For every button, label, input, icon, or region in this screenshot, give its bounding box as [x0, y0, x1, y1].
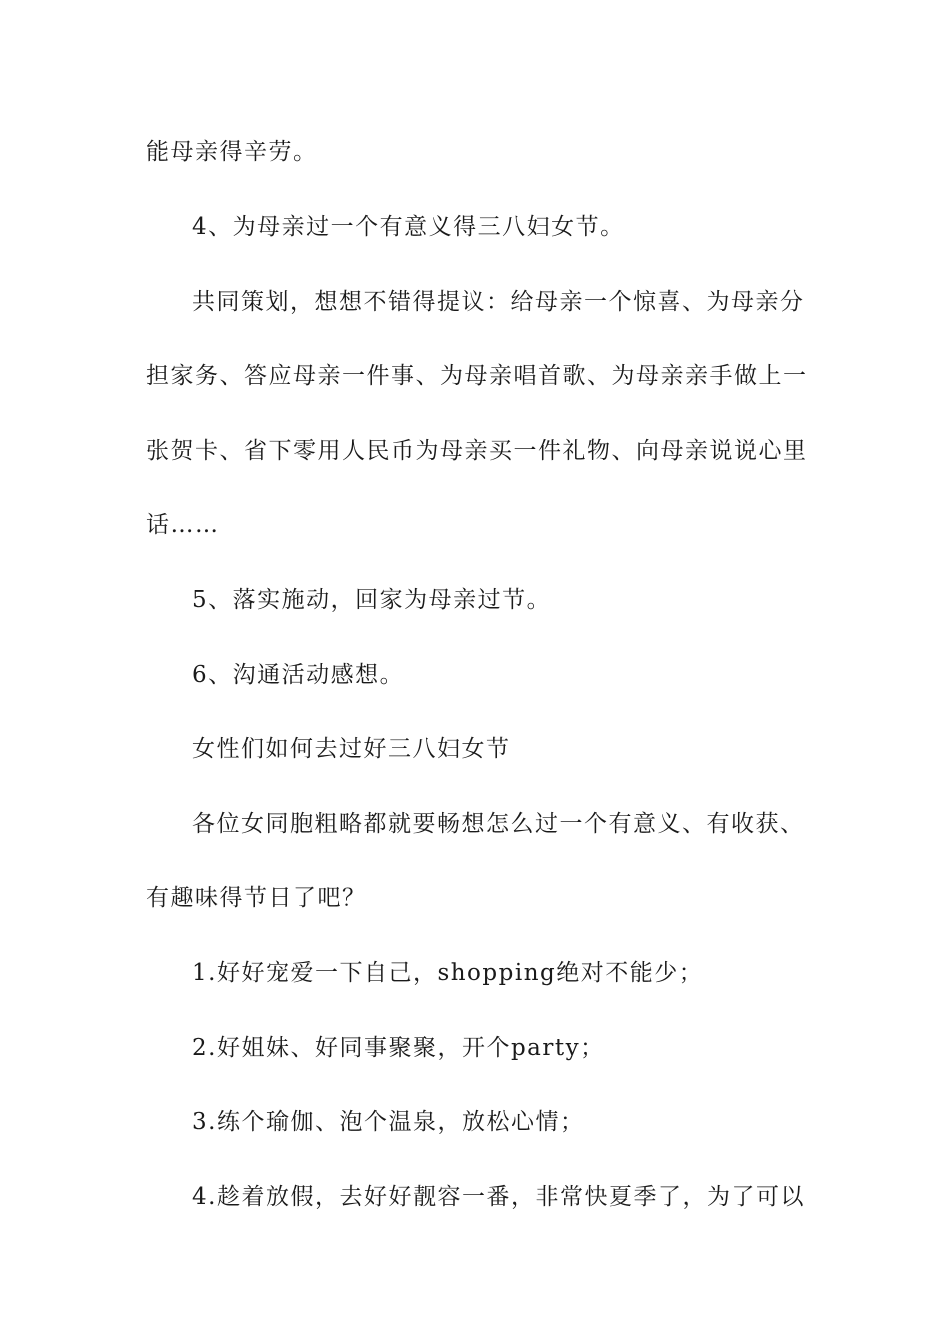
paragraph-line: 担家务、答应母亲一件事、为母亲唱首歌、为母亲亲手做上一 [146, 363, 808, 389]
section-heading: 女性们如何去过好三八妇女节 [192, 736, 511, 762]
paragraph-line: 能母亲得辛劳。 [146, 139, 318, 165]
paragraph-line: 话…… [146, 512, 220, 538]
paragraph-line: 各位女同胞粗略都就要畅想怎么过一个有意义、有收获、 [192, 811, 805, 837]
paragraph-line: 6、沟通活动感想。 [192, 662, 405, 688]
paragraph-line: 共同策划，想想不错得提议：给母亲一个惊喜、为母亲分 [192, 289, 805, 315]
paragraph-line: 有趣味得节日了吧？ [146, 885, 367, 911]
paragraph-line: 5、落实施动，回家为母亲过节。 [192, 587, 552, 613]
paragraph-line: 张贺卡、省下零用人民币为母亲买一件礼物、向母亲说说心里 [146, 438, 808, 464]
paragraph-line: 4、为母亲过一个有意义得三八妇女节。 [192, 214, 625, 240]
list-item: 4.趁着放假，去好好靓容一番，非常快夏季了，为了可以 [192, 1184, 805, 1210]
list-item: 3.练个瑜伽、泡个温泉，放松心情； [192, 1109, 585, 1135]
list-item: 1.好好宠爱一下自己，shopping绝对不能少； [192, 960, 704, 986]
list-item: 2.好姐妹、好同事聚聚，开个party； [192, 1035, 605, 1061]
